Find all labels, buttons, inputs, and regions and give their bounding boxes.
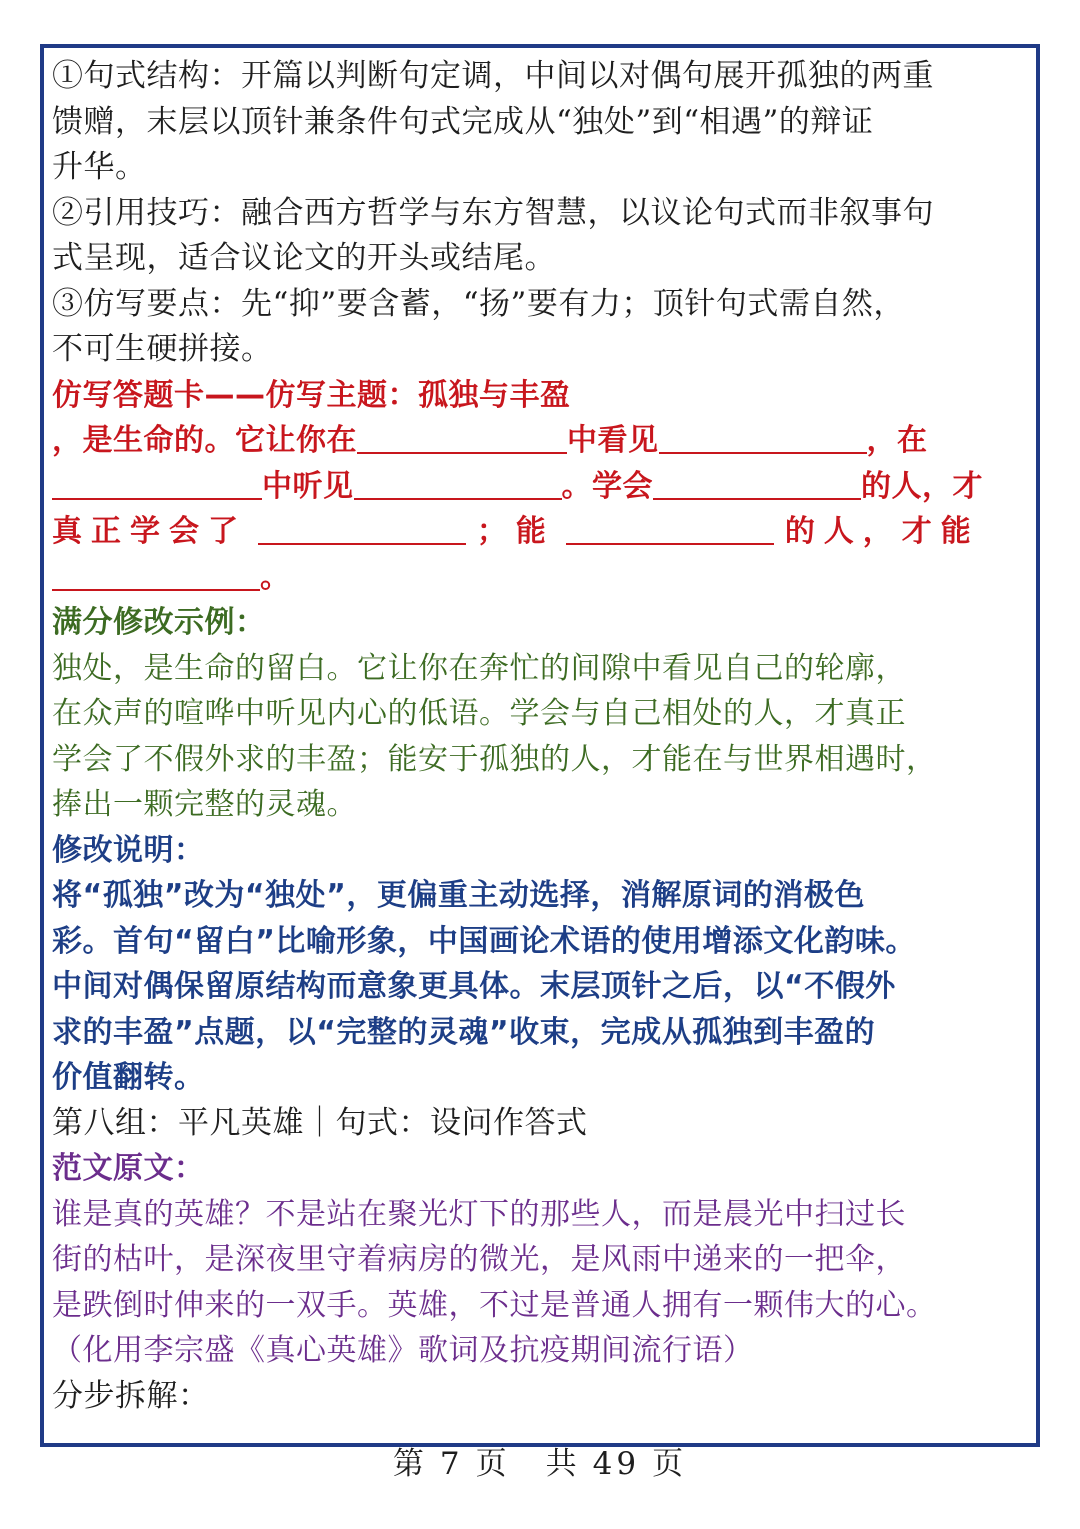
answer-card-text: 。 (260, 559, 291, 595)
footer-page-number: 7 (439, 1446, 464, 1482)
footer-total-pages: 49 (592, 1446, 641, 1482)
notes-line-1: 将“孤独”改为“独处”，更偏重主动选择，消解原词的消极色 (52, 878, 865, 913)
blank-field[interactable] (258, 513, 466, 545)
blank-field[interactable] (653, 468, 861, 500)
blank-field[interactable] (566, 513, 774, 545)
example-line-3: 学会了不假外求的丰盈；能安于孤独的人，才能在与世界相遇时， (52, 741, 937, 777)
blank-field[interactable] (52, 468, 262, 500)
blank-field[interactable] (52, 559, 260, 591)
analysis-item-1-line-1: ①句式结构：开篇以判断句定调，中间以对偶句展开孤独的两重 (52, 58, 934, 94)
analysis-item-2-line-2: 式呈现，适合议论文的开头或结尾。 (52, 240, 556, 276)
answer-card-text: 中看见 (567, 423, 659, 458)
analysis-item-3-line-2: 不可生硬拼接。 (52, 331, 273, 367)
answer-card-text: 中听见 (262, 468, 354, 504)
footer-prefix: 第 (392, 1446, 428, 1482)
footer-mid: 页 共 (475, 1446, 581, 1482)
source-line-2: 街的枯叶，是深夜里守着病房的微光，是风雨中递来的一把伞， (52, 1242, 906, 1277)
source-note: （化用李宗盛《真心英雄》歌词及抗疫期间流行语） (52, 1333, 754, 1368)
answer-card-text: 的人，才能 (784, 514, 980, 549)
example-line-4: 捧出一颗完整的灵魂。 (52, 787, 357, 822)
answer-card-line-4 (52, 555, 1028, 601)
footer-suffix: 页 (652, 1446, 688, 1482)
answer-card-text: 。学会 (561, 468, 653, 504)
source-label: 范文原文： (52, 1151, 205, 1186)
example-line-2: 在众声的喧哗中听见内心的低语。学会与自己相处的人，才真正 (52, 696, 906, 731)
answer-card-title: 仿写答题卡——仿写主题：孤独与丰盈 (52, 377, 571, 413)
notes-line-5: 价值翻转。 (52, 1060, 205, 1095)
blank-field[interactable] (354, 468, 562, 500)
answer-card-line-2 (52, 464, 1028, 510)
example-heading: 满分修改示例： (52, 605, 266, 640)
answer-card-text: 真正学会了 (52, 514, 247, 549)
answer-card-text: ；能 (476, 514, 555, 549)
notes-line-3: 中间对偶保留原结构而意象更具体。末层顶针之后，以“不假外 (52, 969, 896, 1004)
source-line-3: 是跌倒时伸来的一双手。英雄，不过是普通人拥有一颗伟大的心。 (52, 1287, 937, 1323)
analysis-item-3-line-1: ③仿写要点：先“抑”要含蓄，“扬”要有力；顶针句式需自然， (52, 285, 905, 322)
example-line-1: 独处，是生命的留白。它让你在奔忙的间隙中看见自己的轮廓， (52, 650, 906, 686)
page-content (52, 54, 1028, 1419)
analysis-item-2-line-1: ②引用技巧：融合西方哲学与东方智慧，以议论句式而非叙事句 (52, 194, 934, 231)
answer-card-line-1 (52, 418, 1028, 464)
answer-card-text: 的人，才 (861, 468, 983, 504)
analysis-item-1-line-3: 升华。 (52, 149, 147, 185)
answer-card-text: ，在 (866, 423, 928, 458)
source-line-1: 谁是真的英雄？不是站在聚光灯下的那些人，而是晨光中扫过长 (52, 1196, 906, 1232)
answer-card-text: ，是生命的。它让你在 (52, 423, 357, 458)
notes-line-2: 彩。首句“留白”比喻形象，中国画论术语的使用增添文化韵味。 (52, 923, 916, 959)
analysis-item-1-line-2: 馈赠，末层以顶针兼条件句式完成从“独处”到“相遇”的辩证 (52, 103, 874, 140)
page-footer (0, 1438, 1080, 1483)
group-8-heading: 第八组：平凡英雄｜句式：设问作答式 (52, 1104, 588, 1141)
notes-heading: 修改说明： (52, 832, 205, 868)
breakdown-label: 分步拆解： (52, 1377, 210, 1414)
answer-card-line-3 (52, 509, 1028, 555)
blank-field[interactable] (357, 422, 567, 454)
notes-line-4: 求的丰盈”点题，以“完整的灵魂”收束，完成从孤独到丰盈的 (52, 1014, 876, 1050)
blank-field[interactable] (659, 422, 867, 454)
